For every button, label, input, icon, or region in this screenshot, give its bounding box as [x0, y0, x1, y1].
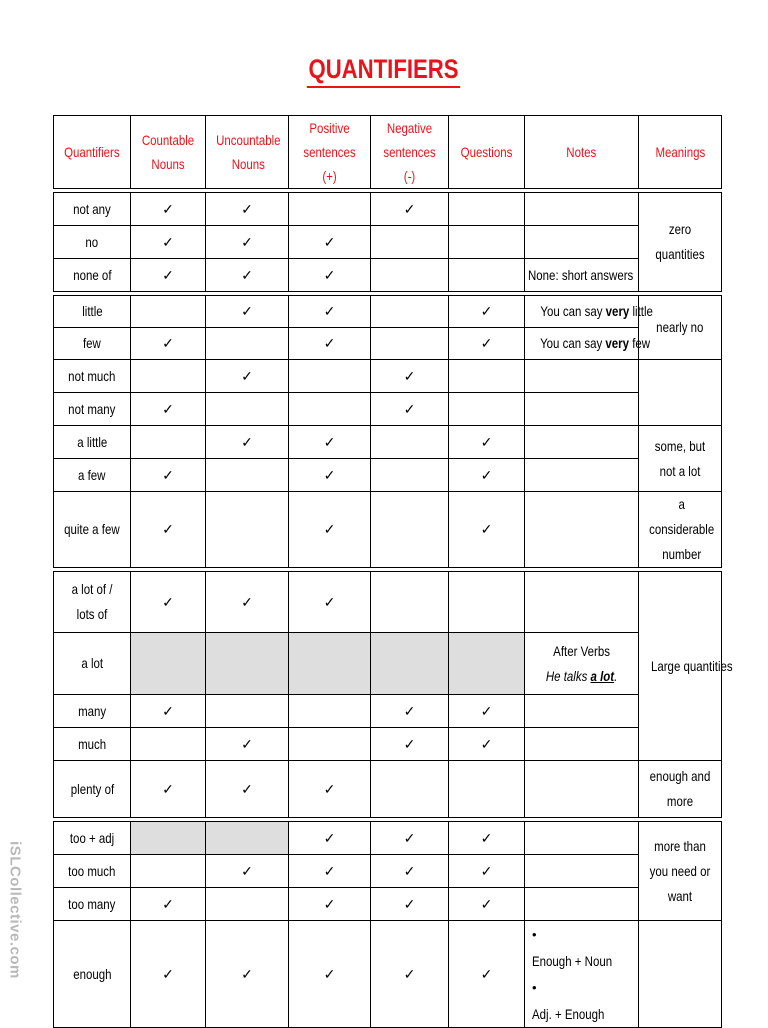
check-mark: ✓ — [131, 572, 206, 633]
check-mark: ✓ — [449, 426, 525, 459]
page-title-wrap — [0, 52, 768, 88]
quantifier-cell: a lot — [54, 633, 131, 695]
check-mark: ✓ — [449, 328, 525, 360]
empty-cell — [525, 822, 639, 855]
empty-cell — [131, 296, 206, 328]
table-row — [54, 633, 722, 695]
check-mark: ✓ — [289, 296, 371, 328]
quantifier-cell: few — [54, 328, 131, 360]
empty-cell — [525, 459, 639, 492]
empty-cell — [449, 393, 525, 426]
check-mark: ✓ — [289, 492, 371, 568]
shaded-cell — [131, 633, 206, 695]
empty-cell — [371, 492, 449, 568]
header-questions: Questions — [449, 116, 525, 189]
check-mark: ✓ — [449, 728, 525, 761]
empty-cell — [289, 393, 371, 426]
empty-cell — [525, 888, 639, 921]
check-mark: ✓ — [289, 761, 371, 818]
header-notes: Notes — [525, 116, 639, 189]
table-row — [54, 193, 722, 226]
empty-cell — [289, 695, 371, 728]
quantifiers-table — [53, 115, 733, 1028]
check-mark: ✓ — [449, 695, 525, 728]
empty-cell — [206, 328, 289, 360]
empty-cell — [525, 393, 639, 426]
check-mark: ✓ — [289, 572, 371, 633]
quantifier-cell: not much — [54, 360, 131, 393]
empty-cell — [525, 426, 639, 459]
list-item: • Adj. + Enough — [532, 974, 635, 1027]
check-mark: ✓ — [289, 921, 371, 1028]
quantifier-cell: too + adj — [54, 822, 131, 855]
table-row — [54, 492, 722, 568]
check-mark: ✓ — [449, 296, 525, 328]
quantifier-cell: not any — [54, 193, 131, 226]
shaded-cell — [449, 633, 525, 695]
check-mark: ✓ — [449, 492, 525, 568]
empty-cell — [525, 492, 639, 568]
header-quantifiers: Quantifiers — [54, 116, 131, 189]
table-row — [54, 360, 722, 393]
check-mark: ✓ — [289, 226, 371, 259]
table-row — [54, 728, 722, 761]
note-bullet-list — [528, 921, 635, 1027]
empty-cell — [206, 695, 289, 728]
table-row — [54, 459, 722, 492]
quantifier-cell: a little — [54, 426, 131, 459]
check-mark: ✓ — [131, 459, 206, 492]
table-row — [54, 855, 722, 888]
list-item: • Enough + Noun — [532, 921, 635, 974]
table-row — [54, 761, 722, 818]
check-mark: ✓ — [206, 728, 289, 761]
check-mark: ✓ — [206, 193, 289, 226]
header-positive: Positive sentences (+) — [289, 116, 371, 189]
check-mark: ✓ — [449, 855, 525, 888]
check-mark: ✓ — [206, 226, 289, 259]
empty-cell — [206, 492, 289, 568]
table-row — [54, 426, 722, 459]
meaning-cell: zero quantities — [639, 193, 722, 292]
shaded-cell — [206, 822, 289, 855]
check-mark: ✓ — [131, 193, 206, 226]
empty-cell — [289, 193, 371, 226]
check-mark: ✓ — [289, 426, 371, 459]
note-cell: You can say very little — [525, 296, 639, 328]
empty-cell — [131, 426, 206, 459]
empty-cell — [371, 328, 449, 360]
empty-cell — [449, 226, 525, 259]
check-mark: ✓ — [131, 888, 206, 921]
check-mark: ✓ — [449, 459, 525, 492]
check-mark: ✓ — [206, 855, 289, 888]
empty-cell — [206, 888, 289, 921]
empty-cell — [371, 426, 449, 459]
empty-cell — [449, 193, 525, 226]
watermark-text: iSLCollective.com — [6, 841, 24, 979]
empty-cell — [371, 459, 449, 492]
empty-cell — [449, 259, 525, 292]
check-mark: ✓ — [131, 328, 206, 360]
watermark — [4, 820, 26, 1000]
check-mark: ✓ — [289, 459, 371, 492]
quantifier-cell: little — [54, 296, 131, 328]
check-mark: ✓ — [449, 921, 525, 1028]
check-mark: ✓ — [206, 572, 289, 633]
check-mark: ✓ — [371, 728, 449, 761]
empty-cell — [131, 360, 206, 393]
empty-cell — [206, 459, 289, 492]
check-mark: ✓ — [371, 822, 449, 855]
check-mark: ✓ — [449, 888, 525, 921]
meaning-cell: more than you need or want — [639, 822, 722, 921]
check-mark: ✓ — [371, 921, 449, 1028]
check-mark: ✓ — [131, 226, 206, 259]
check-mark: ✓ — [206, 426, 289, 459]
check-mark: ✓ — [131, 695, 206, 728]
table-row — [54, 695, 722, 728]
note-example: He talks a lot. — [545, 667, 618, 684]
check-mark: ✓ — [131, 259, 206, 292]
check-mark: ✓ — [131, 393, 206, 426]
check-mark: ✓ — [206, 761, 289, 818]
note-cell: None: short answers — [525, 259, 639, 292]
table-row — [54, 822, 722, 855]
empty-cell — [525, 855, 639, 888]
table-row — [54, 888, 722, 921]
header-row — [54, 116, 722, 189]
table-row — [54, 921, 722, 1028]
meaning-cell: some, but not a lot — [639, 426, 722, 492]
table-row — [54, 259, 722, 292]
quantifier-cell: much — [54, 728, 131, 761]
quantifier-cell: none of — [54, 259, 131, 292]
check-mark: ✓ — [206, 921, 289, 1028]
quantifier-cell: too many — [54, 888, 131, 921]
check-mark: ✓ — [371, 360, 449, 393]
empty-cell — [371, 259, 449, 292]
check-mark: ✓ — [371, 393, 449, 426]
empty-cell — [206, 393, 289, 426]
empty-cell — [449, 761, 525, 818]
check-mark: ✓ — [371, 888, 449, 921]
check-mark: ✓ — [131, 761, 206, 818]
empty-cell — [131, 855, 206, 888]
check-mark: ✓ — [289, 822, 371, 855]
table-row — [54, 328, 722, 360]
header-meanings: Meanings — [639, 116, 722, 189]
note-line: After Verbs — [553, 642, 610, 659]
check-mark: ✓ — [371, 193, 449, 226]
empty-cell — [525, 728, 639, 761]
empty-cell — [525, 193, 639, 226]
empty-cell — [525, 695, 639, 728]
check-mark: ✓ — [371, 695, 449, 728]
meaning-cell — [639, 360, 722, 426]
quantifier-cell: no — [54, 226, 131, 259]
header-countable: Countable Nouns — [131, 116, 206, 189]
shaded-cell — [289, 633, 371, 695]
empty-cell — [525, 226, 639, 259]
check-mark: ✓ — [289, 855, 371, 888]
check-mark: ✓ — [449, 822, 525, 855]
empty-cell — [449, 572, 525, 633]
table-row — [54, 393, 722, 426]
quantifier-cell: plenty of — [54, 761, 131, 818]
meaning-cell: Large quantities — [639, 572, 722, 761]
check-mark: ✓ — [206, 296, 289, 328]
empty-cell — [371, 761, 449, 818]
empty-cell — [131, 728, 206, 761]
empty-cell — [525, 572, 639, 633]
check-mark: ✓ — [206, 360, 289, 393]
meaning-cell: nearly no — [639, 296, 722, 360]
note-cell — [525, 921, 639, 1028]
quantifier-cell: enough — [54, 921, 131, 1028]
quantifier-cell: quite a few — [54, 492, 131, 568]
shaded-cell — [206, 633, 289, 695]
empty-cell — [371, 226, 449, 259]
check-mark: ✓ — [289, 328, 371, 360]
header-negative: Negative sentences (-) — [371, 116, 449, 189]
check-mark: ✓ — [371, 855, 449, 888]
header-uncountable: Uncountable Nouns — [206, 116, 289, 189]
check-mark: ✓ — [131, 921, 206, 1028]
note-cell: You can say very few — [525, 328, 639, 360]
empty-cell — [449, 360, 525, 393]
check-mark: ✓ — [131, 492, 206, 568]
empty-cell — [371, 572, 449, 633]
shaded-cell — [371, 633, 449, 695]
quantifier-cell: a lot of / lots of — [54, 572, 131, 633]
empty-cell — [289, 360, 371, 393]
shaded-cell — [131, 822, 206, 855]
empty-cell — [525, 761, 639, 818]
meaning-cell: a considerable number — [639, 492, 722, 568]
table-row — [54, 226, 722, 259]
check-mark: ✓ — [206, 259, 289, 292]
meaning-cell: enough and more — [639, 761, 722, 818]
table-row — [54, 572, 722, 633]
note-cell — [525, 633, 639, 695]
meaning-cell — [639, 921, 722, 1028]
page-title: QUANTIFIERS — [307, 52, 460, 88]
quantifier-cell: not many — [54, 393, 131, 426]
quantifier-cell: too much — [54, 855, 131, 888]
check-mark: ✓ — [289, 259, 371, 292]
table-row — [54, 296, 722, 328]
empty-cell — [289, 728, 371, 761]
empty-cell — [525, 360, 639, 393]
quantifier-cell: a few — [54, 459, 131, 492]
empty-cell — [371, 296, 449, 328]
quantifier-cell: many — [54, 695, 131, 728]
check-mark: ✓ — [289, 888, 371, 921]
